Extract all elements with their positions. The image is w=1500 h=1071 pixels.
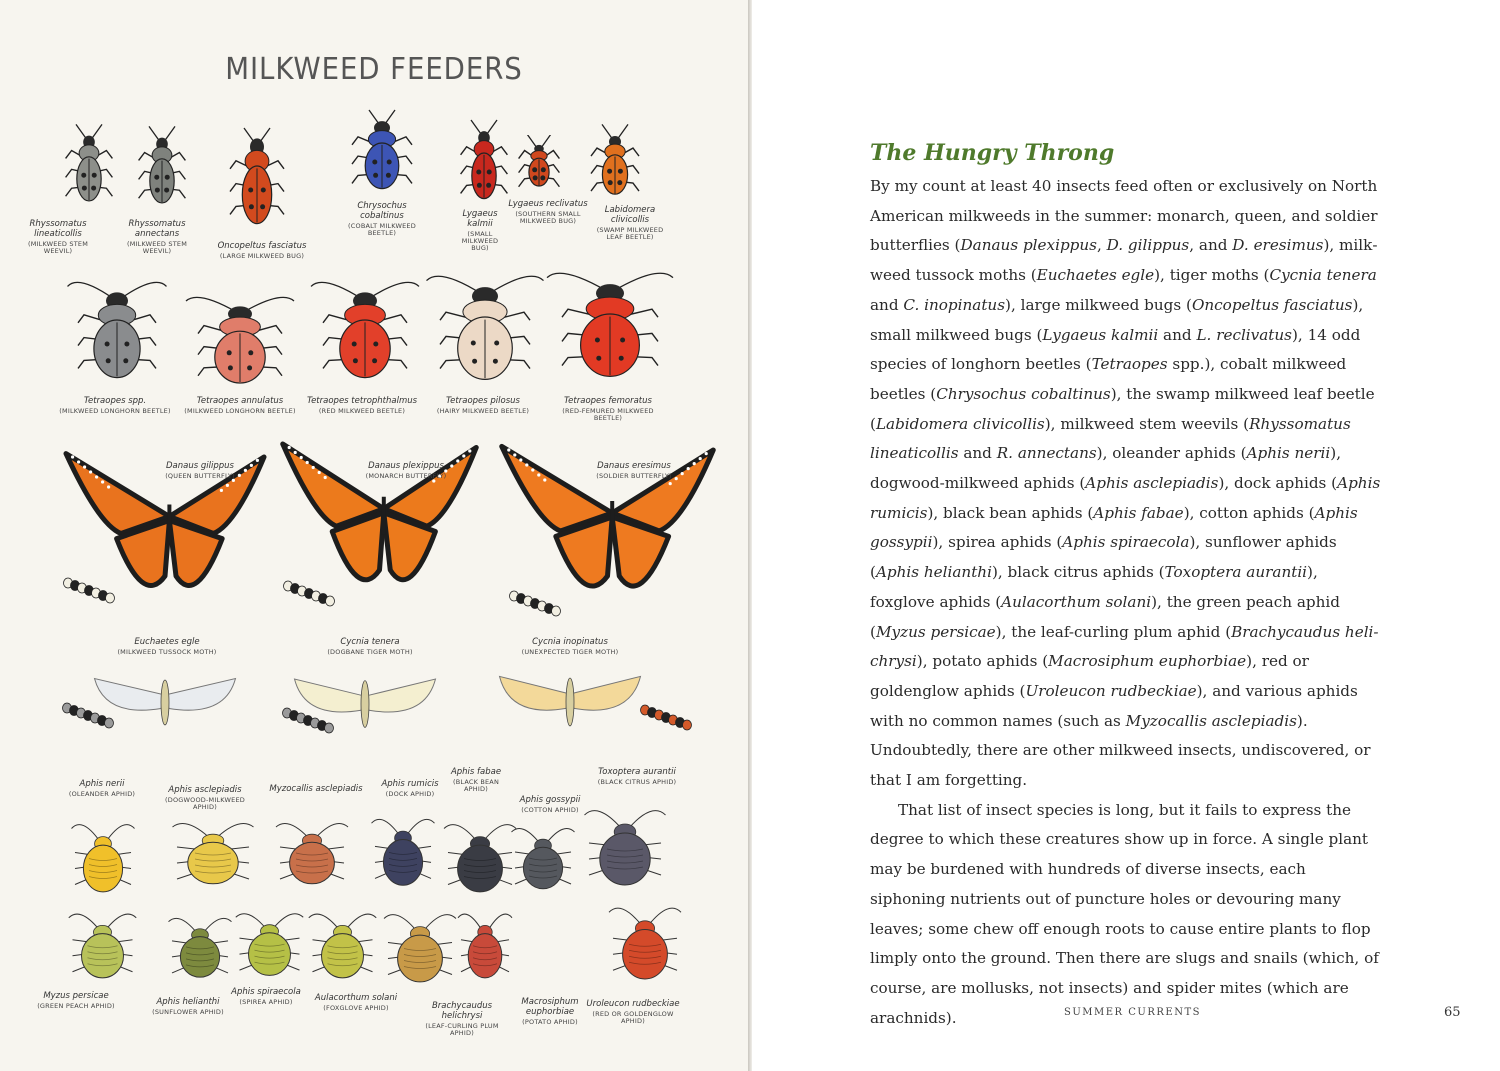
caterpillar-illustration [282, 578, 342, 618]
text-run: ), small milkweed bugs ( [870, 295, 1364, 344]
species-name: Toxoptera aurantii [1164, 563, 1308, 582]
species-label [180, 397, 300, 415]
common-name: (RED MILKWEED BEETLE) [318, 406, 406, 415]
caterpillar-illustration [62, 575, 122, 615]
species-name: Aphis asclepiadis [1085, 474, 1219, 493]
species-label [583, 1000, 683, 1026]
common-name: (SPIREA APHID) [239, 997, 293, 1006]
species-name: Cycnia tenera [1269, 266, 1377, 285]
aphid-illustration [305, 905, 380, 990]
species-label [300, 638, 440, 656]
species-label [548, 397, 668, 423]
species-label [515, 796, 585, 814]
scientific-name: Aphis helianthi [156, 997, 220, 1007]
text-run: ), tiger moths ( [1154, 266, 1270, 285]
species-name: Aphis spiraecola [1062, 533, 1190, 552]
text-run: By my count at least 40 insects feed often or exclusively on North American milkweeds in the summer: monarch, queen, and soldier butterflies ( [870, 177, 1378, 255]
text-run: ), foxglove aphids ( [870, 563, 1318, 611]
species-name: L. reclivatus [1196, 325, 1292, 344]
scientific-name: Lygaeus kalmii [462, 209, 498, 229]
text-run: , [1096, 236, 1107, 255]
common-name: (DOCK APHID) [385, 789, 435, 798]
common-name: (DOGWOOD-MILKWEED APHID) [165, 795, 245, 812]
beetle-illustration [342, 105, 422, 200]
species-label [261, 785, 371, 795]
caterpillar-illustration [640, 702, 695, 737]
species-label [311, 994, 401, 1012]
species-label [62, 780, 142, 798]
species-name: Euchaetes egle [1036, 266, 1155, 285]
common-name: (UNEXPECTED TIGER MOTH) [521, 647, 619, 656]
scientific-name: Rhyssomatus annectans [128, 219, 186, 239]
scientific-name: Tetraopes femoratus [564, 396, 652, 406]
text-run: ), red or goldenglow aphids ( [870, 652, 1309, 700]
text-run: ), the green peach aphid ( [870, 592, 1340, 641]
aphid-illustration [455, 905, 515, 990]
common-name: (HAIRY MILKWEED BEETLE) [436, 406, 530, 415]
text-run: ), milkweed stem weevils ( [1044, 414, 1250, 433]
scientific-name: Macrosiphum euphorbiae [521, 997, 579, 1017]
species-label [423, 397, 543, 415]
species-name: Myzocallis asclepiadis [1125, 711, 1297, 730]
text-run: ), potato aphids ( [916, 652, 1049, 671]
plate-title: MILKWEED FEEDERS [225, 52, 523, 87]
species-name: Labidomera clivicollis [875, 414, 1045, 433]
common-name: (MILKWEED LONGHORN BEETLE) [59, 406, 171, 415]
beetle-illustration [133, 122, 191, 214]
text-page [752, 0, 1500, 1071]
text-run: ). Undoubtedly, there are other milkweed insects, undiscovered, or that I am forgetting. [870, 711, 1371, 790]
common-name: (RED OR GOLDENGLOW APHID) [592, 1009, 674, 1026]
species-name: Aphis gossypii [870, 503, 1358, 552]
species-name: C. inopinatus [903, 295, 1006, 314]
text-run: ), cotton aphids ( [1183, 503, 1315, 522]
text-run: spp.), cobalt milkweed beetles ( [870, 355, 1347, 403]
species-label [55, 397, 175, 415]
moth-illustration [495, 662, 645, 742]
scientific-name: Rhyssomatus lineaticollis [29, 219, 87, 239]
species-name: Aphis nerii [1246, 444, 1331, 463]
text-run: ), and various aphids with no common names (such as [870, 681, 1358, 730]
text-run: and [1158, 325, 1197, 344]
species-label [207, 242, 317, 260]
scientific-name: Lygaeus reclivatus [508, 199, 588, 209]
aphid-illustration [605, 898, 685, 993]
section-title: The Hungry Throng [870, 140, 1115, 166]
text-run: ), black bean aphids ( [927, 503, 1094, 522]
scientific-name: Oncopeltus fasciatus [217, 241, 307, 251]
common-name: (MILKWEED STEM WEEVIL) [27, 239, 89, 255]
text-run: ), dock aphids ( [1218, 474, 1338, 493]
beetle-illustration [515, 135, 563, 193]
text-run: ), spirea aphids ( [932, 533, 1063, 552]
text-run: ), large milkweed bugs ( [1005, 295, 1192, 314]
scientific-name: Aphis nerii [79, 779, 125, 789]
body-text [870, 172, 1382, 1033]
aphid-illustration [165, 910, 235, 988]
common-name: (SOLDIER BUTTERFLY) [596, 471, 672, 480]
species-name: Uroleucon rudbeckiae [1025, 681, 1197, 700]
species-name: R. annectans [996, 444, 1097, 463]
species-name: D. eresimus [1232, 236, 1324, 255]
aphid-illustration [68, 815, 138, 905]
species-label [589, 462, 679, 480]
species-name: D. gilippus [1106, 236, 1190, 255]
common-name: (LEAF-CURLING PLUM APHID) [425, 1021, 499, 1037]
species-name: Aphis fabae [1093, 503, 1184, 522]
text-run: and [958, 444, 997, 463]
scientific-name: Chrysochus cobaltinus [357, 201, 407, 221]
species-label [500, 638, 640, 656]
paragraph-1 [870, 172, 1382, 796]
paragraph-2: That list of insect species is long, but it fails to express the degree to which these creatures show up in force. A single plant may be burdened with hundreds of diverse insects, each siphoning nutrients out of puncture holes or devouring many leaves; some chew off enough roots to cause entire plants to flop limply onto the ground. Then there are slugs and snails (which, of course, are mollusks, not insects) and spider mites (which are arachnids). [870, 800, 1379, 1027]
aphid-illustration [65, 905, 140, 990]
common-name: (LARGE MILKWEED BUG) [219, 251, 305, 260]
species-name: Oncopeltus fasciatus [1191, 295, 1353, 314]
species-label [231, 988, 301, 1006]
aphid-illustration [168, 815, 258, 895]
beetle-illustration [455, 115, 513, 210]
scientific-name: Aphis fabae [450, 767, 502, 777]
scientific-name: Cycnia tenera [340, 637, 400, 647]
text-run: ), sunflower aphids ( [870, 533, 1337, 582]
text-run: ), 14 odd species of longhorn beetles ( [870, 325, 1361, 374]
aphid-illustration [232, 905, 307, 987]
text-run: ), the leaf-curling plum aphid ( [995, 622, 1232, 641]
species-label [510, 998, 590, 1026]
text-run: and [870, 295, 904, 314]
species-label [155, 462, 245, 480]
common-name: (RED-FEMURED MILKWEED BEETLE) [562, 406, 654, 423]
species-name: Brachycaudus helichrysi [870, 622, 1379, 671]
scientific-name: Labidomera clivicollis [604, 205, 656, 225]
common-name: (GREEN PEACH APHID) [37, 1001, 115, 1010]
scientific-name: Aphis gossypii [519, 795, 581, 805]
species-name: Danaus plexippus [960, 236, 1097, 255]
species-name: Aulacorthum solani [1001, 592, 1152, 611]
scientific-name: Cycnia inopinatus [532, 637, 608, 647]
butterfly-illustration [490, 432, 725, 612]
species-label [31, 992, 121, 1010]
scientific-name: Uroleucon rudbeckiae [586, 999, 680, 1009]
species-name: Myzus persicae [875, 622, 996, 641]
scientific-name: Danaus eresimus [597, 461, 671, 471]
common-name: (COBALT MILKWEED BEETLE) [348, 221, 416, 237]
running-head: SUMMER CURRENTS [1064, 1007, 1201, 1018]
scientific-name: Aphis spiraecola [231, 987, 301, 997]
species-name: Tetraopes [1091, 355, 1168, 374]
text-run: ), oleander aphids ( [1096, 444, 1247, 463]
common-name: (BLACK BEAN APHID) [452, 777, 500, 794]
text-run: ), dogwood-milkweed aphids ( [870, 444, 1342, 493]
species-label [342, 202, 422, 237]
species-label [455, 210, 505, 253]
longhorn-beetle-illustration [540, 262, 680, 392]
species-name: Rhyssomatus lineaticollis [870, 414, 1351, 463]
common-name: (BLACK CITRUS APHID) [597, 777, 677, 786]
scientific-name: Aphis asclepiadis [168, 785, 242, 795]
common-name: (MILKWEED STEM WEEVIL) [126, 239, 188, 255]
species-label [590, 206, 670, 241]
scientific-name: Toxoptera aurantii [598, 767, 676, 777]
species-label [97, 638, 237, 656]
species-name: Chrysochus cobaltinus [936, 384, 1111, 403]
aphid-illustration [272, 815, 352, 895]
aphid-illustration [580, 800, 670, 900]
scientific-name: Brachycaudus helichrysi [431, 1001, 493, 1021]
species-label [375, 780, 445, 798]
species-name: Aphis helianthi [875, 563, 992, 582]
aphid-illustration [380, 905, 460, 995]
scientific-name: Danaus plexippus [368, 461, 444, 471]
common-name: (SUNFLOWER APHID) [152, 1007, 224, 1016]
common-name: (MILKWEED LONGHORN BEETLE) [184, 406, 296, 415]
caterpillar-illustration [508, 588, 568, 628]
caterpillar-illustration [282, 705, 337, 740]
beetle-illustration [222, 118, 292, 238]
common-name: (SWAMP MILKWEED LEAF BEETLE) [596, 225, 664, 241]
text-run: ), milkweed tussock moths ( [870, 236, 1378, 285]
text-run: ), black citrus aphids ( [991, 563, 1165, 582]
scientific-name: Tetraopes annulatus [196, 396, 284, 406]
beetle-illustration [60, 120, 118, 212]
longhorn-beetle-illustration [62, 272, 172, 392]
page-number: 65 [1444, 1005, 1461, 1020]
species-label [446, 768, 506, 794]
longhorn-beetle-illustration [305, 272, 425, 392]
species-name: Macrosiphum euphorbiae [1048, 652, 1247, 671]
species-label [165, 786, 245, 812]
common-name: (MILKWEED TUSSOCK MOTH) [117, 647, 217, 656]
common-name: (SMALL MILKWEED BUG) [461, 229, 499, 253]
species-label [18, 220, 98, 255]
species-label [143, 998, 233, 1016]
scientific-name: Tetraopes spp. [83, 396, 147, 406]
longhorn-beetle-illustration [420, 265, 550, 395]
scientific-name: Myzus persicae [43, 991, 109, 1001]
species-label [508, 200, 588, 226]
text-run: , and [1189, 236, 1233, 255]
species-label [422, 1002, 502, 1037]
longhorn-beetle-illustration [180, 288, 300, 396]
species-label [587, 768, 687, 786]
scientific-name: Danaus gilippus [166, 461, 234, 471]
species-label [361, 462, 451, 480]
common-name: (POTATO APHID) [522, 1017, 578, 1026]
common-name: (SOUTHERN SMALL MILKWEED BUG) [515, 209, 581, 226]
common-name: (DOGBANE TIGER MOTH) [327, 647, 413, 656]
caterpillar-illustration [62, 700, 117, 735]
common-name: (QUEEN BUTTERFLY) [165, 471, 235, 480]
aphid-illustration [508, 820, 578, 900]
species-label [122, 220, 192, 255]
illustration-page [0, 0, 748, 1071]
scientific-name: Myzocallis asclepiadis [269, 784, 363, 794]
scientific-name: Tetraopes tetrophthalmus [306, 396, 418, 406]
common-name: (COTTON APHID) [521, 805, 579, 814]
scientific-name: Tetraopes pilosus [446, 396, 520, 406]
species-label [302, 397, 422, 415]
species-name: Lygaeus kalmii [1042, 325, 1159, 344]
text-run: ), the swamp milkweed leaf beetle ( [870, 384, 1375, 433]
scientific-name: Aphis rumicis [381, 779, 439, 789]
beetle-illustration [585, 122, 645, 204]
common-name: (OLEANDER APHID) [68, 789, 136, 798]
scientific-name: Euchaetes egle [134, 637, 200, 647]
aphid-illustration [368, 810, 438, 898]
scientific-name: Aulacorthum solani [314, 993, 398, 1003]
species-name: Aphis rumicis [870, 474, 1381, 522]
common-name: (FOXGLOVE APHID) [323, 1003, 389, 1012]
common-name: (MONARCH BUTTERFLY) [365, 471, 447, 480]
